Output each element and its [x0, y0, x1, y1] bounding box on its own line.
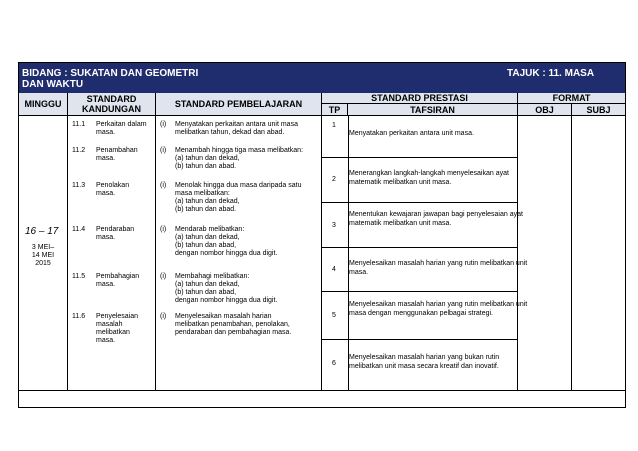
pembelajaran-text-5: [175, 273, 319, 305]
pb5-line-2: (a) tahun dan dekad,: [175, 281, 240, 288]
kandungan-num-3: 11.3: [72, 182, 86, 189]
pb1-line-2: melibatkan tahun, dekad dan abad.: [175, 129, 285, 136]
prestasi-row-6: [322, 340, 518, 391]
lesson-plan-table: [18, 62, 626, 408]
tp-3: 3: [332, 222, 336, 229]
tafsiran-4: Menyelesaikan masalah harian yang rutin melibatkan unit masa.: [349, 260, 528, 276]
kandungan-cell: [68, 116, 156, 391]
bidang-line1: BIDANG : SUKATAN DAN GEOMETRI: [22, 68, 199, 79]
prestasi-row-2: [322, 158, 518, 203]
pb3-line-1: Menolak hingga dua masa daripada satu: [175, 182, 302, 189]
tajuk-title: TAJUK : 11. MASA: [507, 68, 595, 79]
bidang-title: [22, 68, 252, 90]
col-obj: OBJ: [518, 104, 572, 116]
kandungan-num-4: 11.4: [72, 226, 86, 233]
obj-cell: [518, 116, 572, 391]
pb2-line-1: Menambah hingga tiga masa melibatkan:: [175, 147, 304, 154]
col-subj: SUBJ: [572, 104, 625, 116]
week-dates: [19, 244, 67, 268]
col-standard-pembelajaran: STANDARD PEMBELAJARAN: [156, 93, 322, 116]
footer-row: [19, 391, 625, 407]
pb4-line-2: (a) tahun dan dekad,: [175, 234, 240, 241]
pb4-line-3: (b) tahun dan abad,: [175, 242, 237, 249]
date-line-1: 3 MEI–: [31, 244, 55, 251]
col-format: FORMAT: [518, 93, 625, 104]
col-standard-kandungan: STANDARD KANDUNGAN: [68, 93, 156, 116]
pembelajaran-text-1: [175, 121, 319, 137]
tp-4: 4: [332, 266, 336, 273]
pembelajaran-text-6: [175, 313, 319, 337]
col-minggu: MINGGU: [19, 93, 68, 116]
pb3-line-4: (b) tahun dan abad.: [175, 206, 237, 213]
minggu-cell: [19, 116, 68, 391]
bidang-line2: DAN WAKTU: [22, 79, 84, 90]
tafsiran-6: Menyelesaikan masalah harian yang bukan rutin melibatkan unit masa secara kreatif dan inovatif.: [349, 354, 500, 370]
pb5-line-4: dengan nombor hingga dua digit.: [175, 297, 278, 304]
prestasi-row-4: [322, 248, 528, 292]
pb5-line-3: (b) tahun dan abad,: [175, 289, 237, 296]
tafsiran-5: Menyelesaikan masalah harian yang rutin melibatkan unit masa dengan menggunakan pelbagai strategi.: [349, 301, 528, 317]
pembelajaran-roman-5: (i): [160, 273, 167, 280]
kandungan-num-5: 11.5: [72, 273, 86, 280]
tafsiran-1: Menyatakan perkaitan antara unit masa.: [349, 130, 474, 137]
col-tafsiran: TAFSIRAN: [348, 104, 518, 116]
pb3-line-3: (a) tahun dan dekad,: [175, 198, 240, 205]
pembelajaran-text-3: [175, 182, 319, 214]
kandungan-text-3: Penolakan masa.: [96, 182, 130, 197]
prestasi-row-5: [322, 292, 528, 340]
pembelajaran-text-2: [175, 147, 319, 171]
kandungan-text-2: Penambahan masa.: [96, 147, 138, 162]
kandungan-num-1: 11.1: [72, 121, 86, 128]
pembelajaran-roman-1: (i): [160, 121, 167, 128]
kandungan-text-1: Perkaitan dalam masa.: [96, 121, 147, 136]
pb4-line-1: Mendarab melibatkan:: [175, 226, 245, 233]
pb6-line-3: pendaraban dan pembahagian masa.: [175, 329, 292, 336]
tp-1: 1: [332, 122, 336, 129]
pembelajaran-text-4: [175, 226, 319, 258]
pembelajaran-cell: [156, 116, 322, 391]
date-line-2: 14 MEI: [31, 252, 55, 259]
date-line-3: 2015: [35, 260, 51, 267]
subj-cell: [572, 116, 625, 391]
pembelajaran-roman-2: (i): [160, 147, 167, 154]
pembelajaran-roman-4: (i): [160, 226, 167, 233]
kandungan-num-2: 11.2: [72, 147, 86, 154]
kandungan-num-6: 11.6: [72, 313, 86, 320]
pembelajaran-roman-6: (i): [160, 313, 167, 320]
tafsiran-3: Menentukan kewajaran jawapan bagi penyelesaian ayat matematik melibatkan unit masa.: [349, 211, 523, 227]
prestasi-row-3: [322, 203, 523, 248]
pb6-line-2: melibatkan penambahan, penolakan,: [175, 321, 290, 328]
pb2-line-3: (b) tahun dan abad.: [175, 163, 237, 170]
kandungan-text-6: Penyelesaian masalah melibatkan masa.: [96, 313, 139, 344]
tp-6: 6: [332, 360, 336, 367]
pb3-line-2: masa melibatkan:: [175, 190, 230, 197]
pb5-line-1: Membahagi melibatkan:: [175, 273, 250, 280]
pembelajaran-roman-3: (i): [160, 182, 167, 189]
kandungan-text-4: Pendaraban masa.: [96, 226, 135, 241]
pb1-line-1: Menyatakan perkaitan antara unit masa: [175, 121, 298, 128]
pb2-line-2: (a) tahun dan dekad,: [175, 155, 240, 162]
pb6-line-1: Menyelesaikan masalah harian: [175, 313, 272, 320]
kandungan-text-5: Pembahagian masa.: [96, 273, 140, 288]
col-tp: TP: [322, 104, 348, 116]
tafsiran-2: Menerangkan langkah-langkah menyelesaikan ayat matematik melibatkan unit masa.: [349, 170, 509, 186]
prestasi-row-1: [322, 116, 518, 158]
title-bar: [19, 63, 625, 93]
col-standard-prestasi: STANDARD PRESTASI: [322, 93, 518, 104]
pb4-line-4: dengan nombor hingga dua digit.: [175, 250, 278, 257]
tp-2: 2: [332, 176, 336, 183]
week-range: 16 – 17: [25, 226, 59, 237]
tp-5: 5: [332, 312, 336, 319]
